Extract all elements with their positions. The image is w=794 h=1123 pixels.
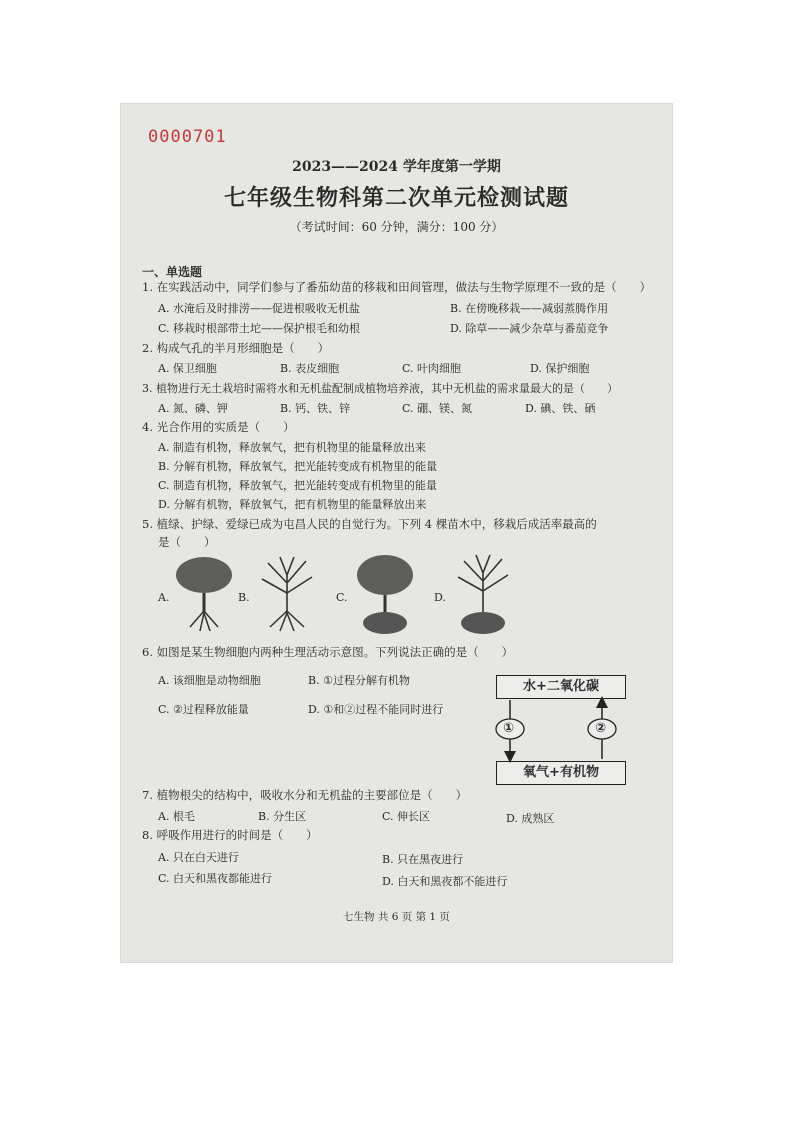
term-title: 2023——2024 学年度第一学期 <box>292 159 501 175</box>
q1-option-d: D. 除草——减少杂草与番茄竞争 <box>450 322 609 335</box>
question-3-stem: 3. 植物进行无土栽培时需将水和无机盐配制成植物培养液，其中无机盐的需求量最大的是（ ） <box>142 382 618 395</box>
q7-option-b: B. 分生区 <box>258 810 307 823</box>
q4-option-a: A. 制造有机物，释放氧气，把有机物里的能量释放出来 <box>158 441 426 454</box>
q5-option-d: D. <box>434 591 446 604</box>
question-7-stem: 7. 植物根尖的结构中，吸收水分和无机盐的主要部位是（ ） <box>142 788 468 802</box>
q2-option-a: A. 保卫细胞 <box>158 362 217 375</box>
question-5-stem: 5. 植绿、护绿、爱绿已成为屯昌人民的自觉行为。下列 4 棵苗木中，移栽后成活率最高的 <box>142 517 597 531</box>
tree-d-image <box>450 551 516 637</box>
q5-option-b: B. <box>238 591 250 604</box>
q6-option-b: B. ①过程分解有机物 <box>308 674 410 687</box>
q4-option-c: C. 制造有机物，释放氧气，把光能转变成有机物里的能量 <box>158 479 438 492</box>
q6-option-c: C. ②过程释放能量 <box>158 703 249 716</box>
q1-option-c: C. 移栽时根部带土坨——保护根毛和幼根 <box>158 322 361 335</box>
q8-option-b: B. 只在黑夜进行 <box>382 853 464 866</box>
q3-option-a: A. 氮、磷、钾 <box>158 402 228 415</box>
page-footer: 七生物 共 6 页 第 1 页 <box>343 911 450 923</box>
q7-option-c: C. 伸长区 <box>382 810 431 823</box>
tree-a-image <box>172 553 236 633</box>
diagram-process-1: ① <box>503 721 515 736</box>
exam-title: 七年级生物科第二次单元检测试题 <box>223 185 569 211</box>
q7-option-a: A. 根毛 <box>158 810 195 823</box>
section-heading: 一、单选题 <box>142 265 203 279</box>
question-6-stem: 6. 如图是某生物细胞内两种生理活动示意图。下列说法正确的是（ ） <box>142 645 514 659</box>
question-5-stem-cont: 是（ ） <box>158 535 216 549</box>
q2-option-b: B. 表皮细胞 <box>280 362 340 375</box>
q7-option-d: D. 成熟区 <box>506 812 555 825</box>
question-8-stem: 8. 呼吸作用进行的时间是（ ） <box>142 828 318 842</box>
q3-option-d: D. 碘、铁、硒 <box>525 402 596 415</box>
q4-option-b: B. 分解有机物，释放氧气，把光能转变成有机物里的能量 <box>158 460 438 473</box>
q2-option-c: C. 叶肉细胞 <box>402 362 462 375</box>
diagram-bottom-box: 氧气+有机物 <box>496 761 626 785</box>
question-1-stem: 1. 在实践活动中，同学们参与了番茄幼苗的移栽和田间管理，做法与生物学原理不一致的是（ ） <box>142 280 652 294</box>
q6-option-d: D. ①和②过程不能同时进行 <box>308 703 444 716</box>
q6-option-a: A. 该细胞是动物细胞 <box>158 674 261 687</box>
diagram-process-2: ② <box>595 721 607 736</box>
q8-option-c: C. 白天和黑夜都能进行 <box>158 872 273 885</box>
q5-option-c: C. <box>336 591 348 604</box>
tree-c-image <box>352 551 418 637</box>
exam-paper <box>120 103 673 963</box>
question-2-stem: 2. 构成气孔的半月形细胞是（ ） <box>142 341 330 355</box>
cell-activity-diagram <box>490 675 630 787</box>
q3-option-c: C. 硼、镁、氮 <box>402 402 473 415</box>
q4-option-d: D. 分解有机物，释放氧气，把有机物里的能量释放出来 <box>158 498 427 511</box>
q1-option-a: A. 水淹后及时排涝——促进根吸收无机盐 <box>158 302 360 315</box>
serial-number: 0000701 <box>148 127 227 147</box>
diagram-top-box: 水+二氧化碳 <box>496 675 626 699</box>
q8-option-a: A. 只在白天进行 <box>158 851 239 864</box>
q3-option-b: B. 钙、铁、锌 <box>280 402 351 415</box>
exam-subtitle: （考试时间：60 分钟，满分：100 分） <box>289 220 504 234</box>
question-4-stem: 4. 光合作用的实质是（ ） <box>142 420 295 434</box>
tree-b-image <box>254 553 320 633</box>
q2-option-d: D. 保护细胞 <box>530 362 590 375</box>
q8-option-d: D. 白天和黑夜都不能进行 <box>382 875 508 888</box>
q5-option-a: A. <box>158 591 170 604</box>
q1-option-b: B. 在傍晚移栽——减弱蒸腾作用 <box>450 302 609 315</box>
